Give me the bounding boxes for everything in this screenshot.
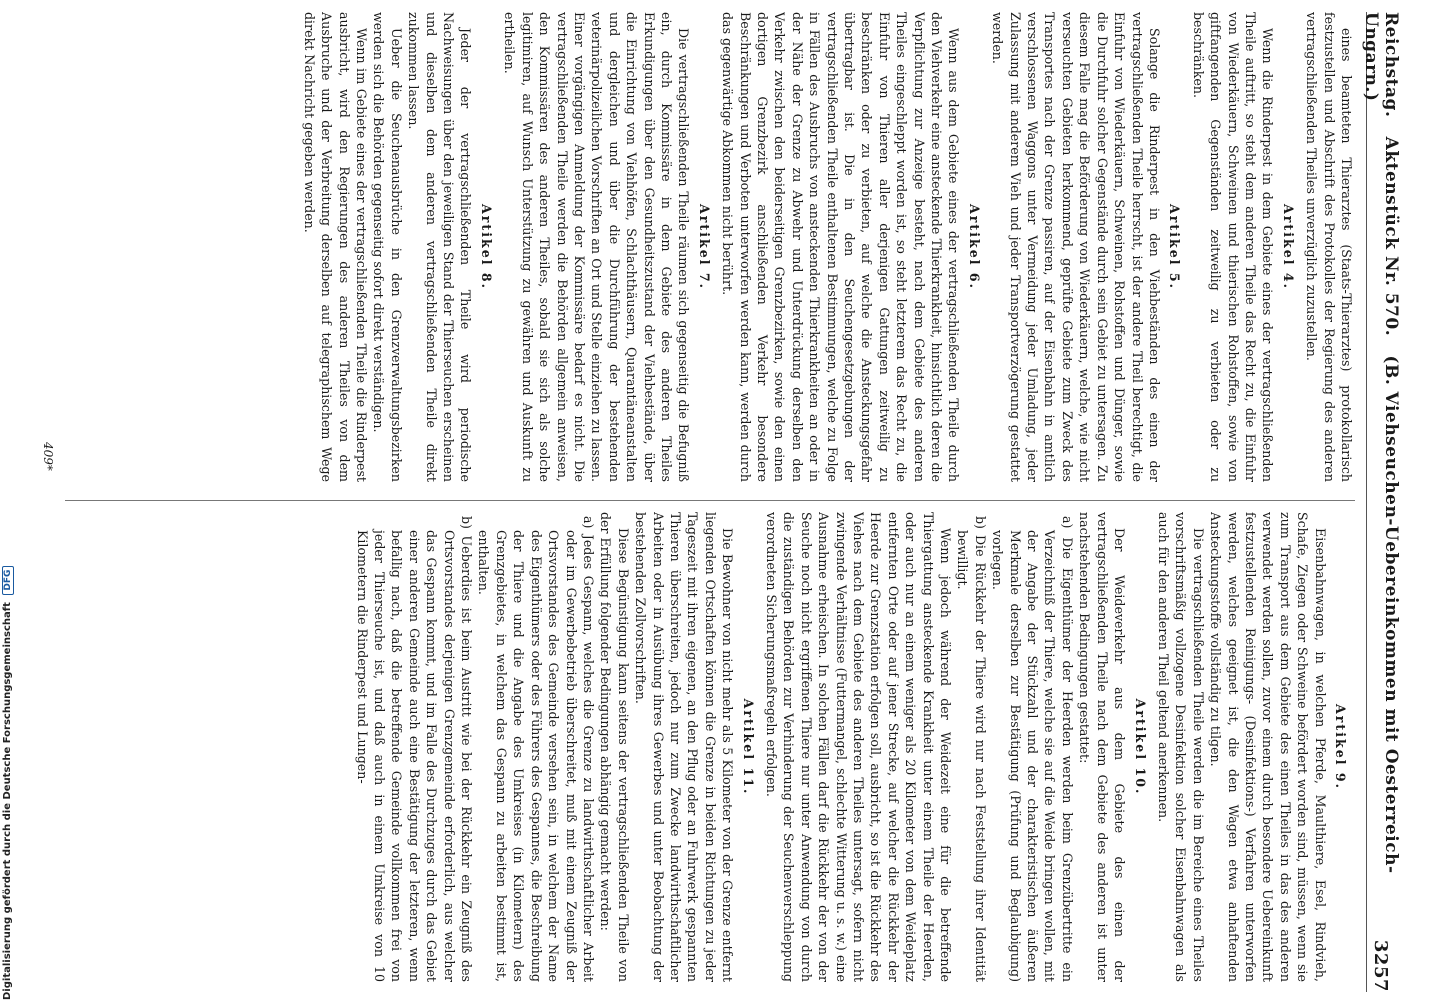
article-title: Artikel 11. <box>740 698 756 796</box>
paragraph: Wenn im Gebiete eines der vertragschließenden Theile die Rinderpest ausbricht, wird den Regierungen des anderen Theiles von dem Ausbruche und der Verbreitung derselben auf telegraphischem Wege direkt Nachricht gegeben werden. <box>301 12 370 482</box>
paragraph: Eisenbahnwagen, in welchen Pferde, Maulthiere, Esel, Rindvieh, Schafe, Ziegen oder Schweine befördert worden sind, müssen, wenn sie zum Transport aus dem Gebiete des einen Theiles in das des anderen verwendet werden sollen, zuvor einem durch besondere Uebereinkunft festzustellenden Reinigungs- (Desinfektions-) Verfahren unterworfen werden, welches geeignet ist, die den Wagen etwa anhaftenden Ansteckungsstoffe vollständig zu tilgen. <box>1208 512 1328 982</box>
left-column <box>65 12 1355 482</box>
dfg-logo-icon: DFG <box>2 566 14 595</box>
paragraph: Solange die Rinderpest in den Viehbeständen des einen der vertragschließenden Theile herrscht, ist der andere Theil berechtigt, die Einfuhr von Wiederkäuern, Schweinen, Rohstoffen und Dünger, sowie die Durchfuhr solcher Gegenstände durch sein Gebiet zu untersagen. Zu diesem Falle mag die Beförderung von Wiederkäuern, welche, wie nicht verseuchten Gebieten herkommend, geprüfte Gebiete zum Zweck des Transportes nach der Grenze passiren, auf der Eisenbahn in amtlich verschlossenen Waggons unter Vermeidung jeder Umladung, jeder Zulassung mit anderem Vieh und jeder Transportverzögerung gestattet werden. <box>990 12 1162 482</box>
header-title <box>1361 12 1401 940</box>
article-title: Artikel 4. <box>1280 203 1296 291</box>
article-title: Artikel 7. <box>696 203 712 291</box>
header-subject: (B. Viehseuchen-Uebereinkommen mit Oesterreich-Ungarn.) <box>1361 12 1401 874</box>
page-header <box>1361 12 1401 992</box>
paragraph: Die Bewohner von nicht mehr als 5 Kilometer von der Grenze entfernt liegenden Ortschaften können die Grenze in beiden Richtungen zu jeder Tageszeit mit ihren eigenen, an den Pflug oder an Fuhrwerk gespannten Thieren überschreiten, jedoch nur zum Zwecke landwirthschaftlicher Arbeiten oder in Ausübung ihres Gewerbes und unter Beobachtung der bestehenden Zollvorschriften. <box>633 512 736 982</box>
credit-text: Digitalisierung gefördert durch die Deutsche Forschungsgemeinschaft <box>2 602 13 1000</box>
paragraph: Der Weideverkehr aus dem Gebiete des einen der vertragschließenden Theile nach dem Gebiete des anderen ist unter nachstehenden Bedingungen gestattet: <box>1077 512 1128 982</box>
article-title: Artikel 10. <box>1132 698 1148 796</box>
header-doc-ref: Aktenstück Nr. 570. <box>1381 136 1401 337</box>
page-number: 3257 <box>1370 939 1392 992</box>
right-column <box>65 512 1355 982</box>
sheet-mark: 409* <box>41 442 55 471</box>
paragraph: Die vertragschließenden Theile werden die im Bereiche eines Theiles vorschriftsmäßig vollzogene Desinfektion solcher Eisenbahnwagen als auch für den anderen Theil geltend anerkennen. <box>1155 512 1206 982</box>
article-title: Artikel 8. <box>478 203 494 291</box>
article-title: Artikel 9. <box>1333 703 1348 791</box>
paragraph: Wenn die Rinderpest in dem Gebiete eines der vertragschließenden Theile auftritt, so steht dem anderen Theile das Recht zu, die Einfuhr von Wiederkäuern, Schweinen und thierischen Rohstoffen, sowie von giftfangenden Gegenständen zeitweilig zu verbieten oder zu beschränken. <box>1190 12 1276 482</box>
digitization-credit <box>2 566 14 1000</box>
sub-clause: b) Ueberdies ist beim Austritt wie bei der Rückkehr ein Zeugniß des Ortsvorstandes derjenigen Grenzgemeinde erforderlich, aus welcher das Gespann kommt, und im Falle des Durchzuges durch das Gebiet einer anderen Gemeinde auch eine Bestätigung der letzteren, wenn befallig nach, daß die betreffende Gemeinde vollkommen frei von jeder Thierseuche ist, und daß auch in einem Umkreise von 10 Kilometern die Rinderpest und Lungen- <box>354 516 475 982</box>
paragraph: Wenn jedoch während der Weidezeit eine für die betreffende Thiergattung ansteckende Krankheit unter einem Theile der Heerden, oder auch nur an einem weniger als 20 Kilometer von dem Weideplatz entfernten Orte oder auf jener Strecke, auf welcher die Rückkehr der Heerde zur Grenzstation erfolgen soll, ausbricht, so ist die Rückkehr des Viehes nach dem Gebiete des anderen Theiles untersagt, sofern nicht zwingende Verhältnisse (Futtermangel, schlechte Witterung u. s. w.) eine Ausnahme erheischen. In solchen Fällen darf die Rückkehr der von der Seuche noch nicht ergriffenen Thiere nur unter Anwendung von durch die zuständigen Behörden zur Verhinderung der Seuchenverschleppung verordneten Sicherungsmaßregeln erfolgen. <box>764 512 954 982</box>
header-section: Reichstag. <box>1381 12 1401 118</box>
sub-clause: b) Die Rückkehr der Thiere wird nur nach Feststellung ihrer Identität bewilligt. <box>955 516 988 982</box>
article-title: Artikel 6. <box>966 203 982 291</box>
article-title: Artikel 5. <box>1167 203 1183 291</box>
paragraph: Wenn aus dem Gebiete eines der vertragschließenden Theile durch den Viehverkehr eine ansteckende Thierkrankheit, hinsichtlich deren die Verpflichtung zur Anzeige besteht, nach dem Gebiete des anderen Theiles eingeschleppt worden ist, so steht letzterem das Recht zu, die Einfuhr von Thieren aller derjenigen Gattungen zeitweilig zu beschränken oder zu verbieten, auf welche die Ansteckungsgefahr übertragbar ist. Die in den Seuchengesetzgebungen der vertragschließenden Theile enthaltenen Bestimmungen, welche zu Folge in Fällen des Ausbruchs von ansteckenden Thierkrankheiten an oder in der Nähe der Grenze zu Abwehr und Unterdrückung derselben den Verkehr zwischen den beiderseitigen Grenzbezirken, sowie den einen dortigen Grenzbezirk anschließenden Verkehr besondere Beschränkungen und Verboten unterworfen werden kann, werden durch das gegenwärtige Abkommen nicht berührt. <box>720 12 962 482</box>
paragraph: Jeder der vertragschließenden Theile wird periodische Nachweisungen über den jeweiligen Stand der Thierseuchen erscheinen und dieselben dem anderen vertragschließenden Theile direkt zukommen lassen. <box>406 12 474 482</box>
paragraph: eines beamteten Thierarztes (Staats-Thierarztes) protokollarisch festzustellen und Abschrift des Protokolles der Regierung des anderen vertragschließenden Theiles unverzüglich zuzustellen. <box>1304 12 1354 482</box>
paragraph: Diese Begünstigung kann seitens der vertragschließenden Theile von der Erfüllung folgender Bedingungen abhängig gemacht werden: <box>598 512 631 982</box>
sub-clause: a) Jedes Gespann, welches die Grenze zu landwirthschaftlicher Arbeit oder im Gewerbebetrieb überschreitet, muß mit einem Zeugniß der Ortsvorstandes des Gemeinde versehen sein, in welchem der Name des Eigenthümers oder des Führers des Gespannes, die Beschreibung der Thiere und die Angabe des Umkreises (in Kilometern) des Grenzgebietes, in welchem das Gespann zu arbeiten bestimmt ist, enthalten. <box>476 516 596 982</box>
paragraph: Die vertragschließenden Theile räumen sich gegenseitig die Befugniß ein, durch Kommissäre in dem Gebiete des anderen Theiles Erkundigungen über den Gesundheitszustand der Viehbestände, über die Einrichtung von Viehhöfen, Schlachthäusern, Quarantäneanstalten und dergleichen und über die Durchführung der bestehenden veterinärpolizeilichen Vorschriften an Ort und Stelle einziehen zu lassen. Einer vorgängigen Anmeldung der Kommissäre bedarf es nicht. Die vertragschließenden Theile werden die Behörden allgemein anweisen, den Kommissären des anderen Theiles, sobald sie sich als solche legitimiren, auf Wunsch Unterstützung zu gewähren und Auskunft zu ertheilen. <box>502 12 692 482</box>
paragraph: Ueber die Seuchenausbrüche in den Grenzverwaltungsbezirken werden sich die Behörden gegenseitig sofort direkt verständigen. <box>371 12 404 482</box>
rotated-page <box>35 12 1401 992</box>
column-divider <box>65 500 1355 501</box>
sub-clause: a) Die Eigenthümer der Heerden werden beim Grenzübertritte ein Verzeichniß der Thiere, welche sie auf die Weide bringen wollen, mit der Angabe der Stückzahl und der charakteristischen äußeren Merkmale derselben zur Bestätigung (Prüfung und Beglaubigung) vorlegen. <box>990 516 1075 982</box>
